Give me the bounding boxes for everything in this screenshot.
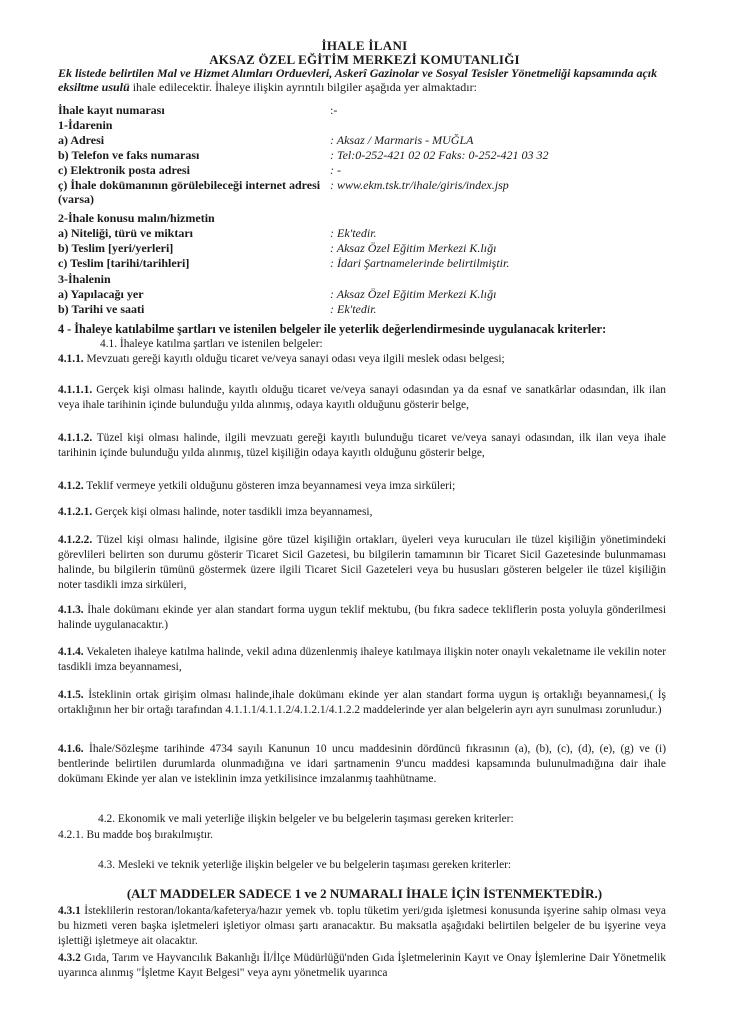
field-kayit-no [58, 103, 650, 117]
section-ihalenin: 3-İhalenin [58, 272, 111, 286]
paragraph-4-1-6 [58, 742, 666, 787]
note-heading: (ALT MADDELER SADECE 1 ve 2 NUMARALI İHALE İÇİN İSTENMEKTEDİR.) [126, 886, 603, 901]
paragraph-text: Tüzel kişi olması halinde, ilgisine göre tüzel kişiliğin ortakları, üyeleri veya kurucuları ile tüzel kişiliğin yönetimindeki görevlileri belirten son durumu gösterir Ticaret Sicil Gazetesi, bu bilgilerin tamamının bir Ticaret Sicil Gazetesinde bulunmaması halinde, bu bilgilerin tümünü göstermek üzere ilgili Ticaret Sicil Gazeteleri veya bu hususları gösteren belgeler ile tüzel kişiliğin noter tasdikli imza sirküleri, [58, 534, 666, 591]
paragraph-text: Gıda, Tarım ve Hayvancılık Bakanlığı İl/İlçe Müdürlüğü'nden Gıda İşletmelerinin Kayıt ve Onay İşlemlerine Dair Yönetmelik uyarınca alınmış "İşletme Kayıt Belgesi" veya aynı yönetmelik uyarınca [58, 952, 666, 979]
paragraph-number: 4.1.5. [58, 689, 84, 701]
field-nitelik [58, 226, 650, 240]
field-value: :- [330, 103, 338, 117]
paragraph-text: Mevzuatı gereği kayıtlı olduğu ticaret ve/veya sanayi odası veya ilgili meslek odası belgesi; [83, 353, 505, 365]
section-4-3-heading: 4.3. Mesleki ve teknik yeterliğe ilişkin belgeler ve bu belgelerin taşıması gereken kriterler: [98, 859, 512, 871]
field-tarih [58, 302, 650, 316]
paragraph-4-1-1-2 [58, 431, 666, 461]
field-yer [58, 287, 650, 301]
paragraph-4-1-2-2 [58, 533, 666, 593]
paragraph-4-1-1-1 [58, 383, 666, 413]
intro-italic-text: Ek listede belirtilen Mal ve Hizmet Alımları Orduevleri, Askerî Gazinolar ve Sosyal Tesisler Yönetmeliği kapsamında açık eksiltme usulü [58, 66, 658, 94]
paragraph-4-3-1 [58, 904, 666, 949]
field-label: c) Elektronik posta adresi [58, 163, 190, 177]
document-title: İHALE İLANI [321, 38, 408, 53]
intro-paragraph [58, 66, 688, 94]
field-teslim-yeri [58, 241, 650, 255]
paragraph-4-1-1 [58, 352, 666, 367]
field-label: c) Teslim [tarihi/tarihleri] [58, 256, 190, 270]
paragraph-4-1-5 [58, 688, 666, 718]
organization-name: AKSAZ ÖZEL EĞİTİM MERKEZİ KOMUTANLIĞI [209, 52, 520, 67]
field-label: b) Tarihi ve saati [58, 302, 145, 316]
field-eposta [58, 163, 650, 177]
field-value: : Ek'tedir. [330, 226, 377, 240]
field-adres [58, 133, 650, 147]
paragraph-number: 4.1.2. [58, 480, 84, 492]
field-value: : Aksaz / Marmaris - MUĞLA [330, 133, 474, 147]
section-4-2-heading: 4.2. Ekonomik ve mali yeterliğe ilişkin belgeler ve bu belgelerin taşıması gereken kriterler: [98, 813, 514, 825]
paragraph-number: 4.1.1. [58, 353, 84, 365]
field-label: a) Yapılacağı yer [58, 287, 144, 301]
field-label: b) Telefon ve faks numarası [58, 148, 200, 162]
section-4-heading: 4 - İhaleye katılabilme şartları ve istenilen belgeler ile yeterlik değerlendirmesinde uygulanacak kriterler: [58, 322, 607, 336]
section-konu: 2-İhale konusu malın/hizmetin [58, 211, 215, 225]
paragraph-number: 4.1.2.1. [58, 506, 93, 518]
section-4-1-heading: 4.1. İhaleye katılma şartları ve istenilen belgeler: [100, 338, 323, 350]
paragraph-text: İsteklilerin restoran/lokanta/kafeterya/hazır yemek vb. toplu tüketim yeri/gıda işletmesi konusunda işyerine sahip olması veya bu hizmeti veren başka işletmeleri işletiyor olması şartı aranacaktır. Bu maksatla aşağıdaki belirtilen belgeler de bu işyerine veya işlettiği işletmeye ait olacaktır. [58, 905, 666, 947]
field-label: b) Teslim [yeri/yerleri] [58, 241, 174, 255]
paragraph-number: 4.1.1.1. [58, 384, 93, 396]
paragraph-number: 4.1.2.2. [58, 534, 93, 546]
field-value: : Aksaz Özel Eğitim Merkezi K.lığı [330, 287, 497, 301]
field-label: İhale kayıt numarası [58, 103, 165, 117]
paragraph-4-1-2-1 [58, 505, 666, 520]
field-value: : www.ekm.tsk.tr/ihale/giris/index.jsp [330, 178, 509, 192]
paragraph-4-1-3 [58, 603, 666, 633]
intro-normal-text: ihale edilecektir. İhaleye ilişkin ayrıntılı bilgiler aşağıda yer almaktadır: [129, 80, 477, 94]
paragraph-4-2-1: 4.2.1. Bu madde boş bırakılmıştır. [58, 829, 214, 841]
field-value: : Aksaz Özel Eğitim Merkezi K.lığı [330, 241, 497, 255]
paragraph-text: Teklif vermeye yetkili olduğunu gösteren imza beyannamesi veya imza sirküleri; [83, 480, 456, 492]
field-label: a) Adresi [58, 133, 105, 147]
paragraph-number: 4.1.3. [58, 604, 84, 616]
paragraph-text: Gerçek kişi olması halinde, noter tasdikli imza beyannamesi, [92, 506, 373, 518]
field-value: : - [330, 163, 341, 177]
paragraph-text: İsteklinin ortak girişim olması halinde,ihale dokümanı ekinde yer alan standart forma uygun iş ortaklığı beyannamesi,( İş ortaklığının her bir ortağı tarafından 4.1.1.1/4.1.1.2/4.1.2.1/4.1.2.2 maddelerinde yer alan belgelerin ayrı ayrı sunulması zorunludur.) [58, 689, 666, 716]
paragraph-text: Gerçek kişi olması halinde, kayıtlı olduğu ticaret ve/veya sanayi odasından ya da esnaf ve sanatkârlar odasından, ilk ilan veya ihale tarihinin içinde bulunduğu yılda alınmış, odaya kayıtlı olduğunu gösterir belge, [58, 384, 666, 411]
field-dokuman [58, 178, 650, 206]
paragraph-text: İhale dokümanı ekinde yer alan standart forma uygun teklif mektubu, (bu fıkra sadece tekliflerin posta yoluyla gönderilmesi halinde uygulanacaktır.) [58, 604, 666, 631]
paragraph-text: İhale/Sözleşme tarihinde 4734 sayılı Kanunun 10 uncu maddesinin dördüncü fıkrasının (a), (b), (c), (d), (e), (g) ve (i) bentlerinde belirtilen durumlarda olunmadığına ve idari şartnamenin 9'uncu maddesi kapsamında bulunulmadığına dair ihale dokümanı Ekinde yer alan ve isteklinin imza yetkilisince imzalanmış taahhütname. [58, 743, 666, 785]
paragraph-text: Tüzel kişi olması halinde, ilgili mevzuatı gereği kayıtlı bulunduğu ticaret ve/veya sanayi odasından, ilk ilan veya ihale tarihinin içinde bulunduğu yılda alınmış, tüzel kişiliğin odaya kayıtlı olduğunu gösterir belge, [58, 432, 666, 459]
paragraph-4-1-2 [58, 479, 666, 494]
field-telefon [58, 148, 650, 162]
paragraph-number: 4.3.1 [58, 905, 81, 917]
field-teslim-tarihi [58, 256, 650, 270]
field-label: ç) İhale dokümanının görülebileceği internet adresi (varsa) [58, 178, 321, 206]
paragraph-4-3-2 [58, 951, 666, 981]
paragraph-4-1-4 [58, 645, 666, 675]
paragraph-number: 4.3.2 [58, 952, 81, 964]
section-idarenin: 1-İdarenin [58, 118, 113, 132]
paragraph-number: 4.1.1.2. [58, 432, 93, 444]
paragraph-text: Vekaleten ihaleye katılma halinde, vekil adına düzenlenmiş ihaleye katılmaya ilişkin noter onaylı vekaletname ile vekilin noter tasdikli imza beyannamesi, [58, 646, 666, 673]
field-value: : Tel:0-252-421 02 02 Faks: 0-252-421 03 32 [330, 148, 549, 162]
field-value: : İdari Şartnamelerinde belirtilmiştir. [330, 256, 510, 270]
field-label: a) Niteliği, türü ve miktarı [58, 226, 193, 240]
paragraph-number: 4.1.6. [58, 743, 84, 755]
field-value: : Ek'tedir. [330, 302, 377, 316]
paragraph-number: 4.1.4. [58, 646, 84, 658]
